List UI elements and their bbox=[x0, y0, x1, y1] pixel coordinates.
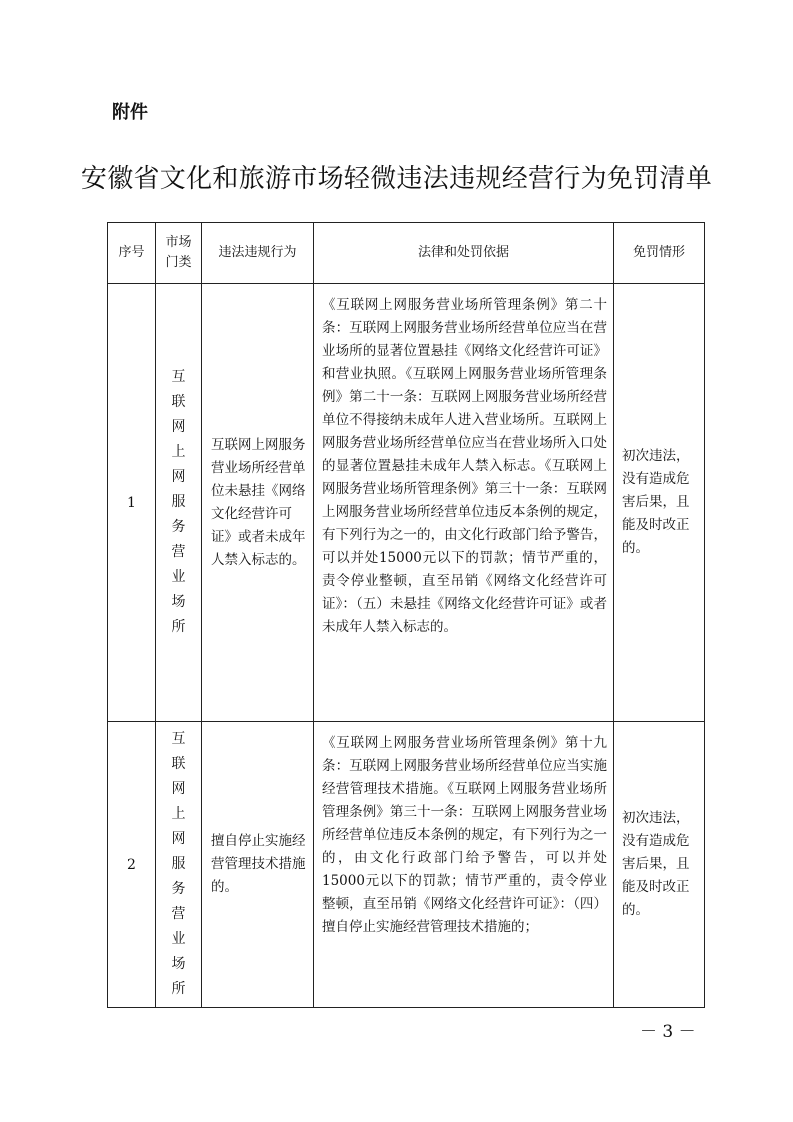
exemption-condition: 初次违法，没有造成危害后果，且能及时改正的。 bbox=[614, 722, 705, 1008]
table-header-row bbox=[108, 223, 705, 284]
row-number: 1 bbox=[108, 284, 156, 722]
header-basis: 法律和处罚依据 bbox=[314, 223, 614, 284]
exemption-condition: 初次违法，没有造成危害后果，且能及时改正的。 bbox=[614, 284, 705, 722]
legal-basis: 《互联网上网服务营业场所管理条例》第二十条：互联网上网服务营业场所经营单位应当在营业场所的显著位置悬挂《网络文化经营许可证》和营业执照。《互联网上网服务营业场所管理条例》第二十一条：互联网上网服务营业场所经营单位不得接纳未成年人进入营业场所。互联网上网服务营业场所经营单位应当在营业场所入口处的显著位置悬挂未成年人禁入标志。《互联网上网服务营业场所管理条例》第三十一条：互联网上网服务营业场所经营单位违反本条例的规定，有下列行为之一的，由文化行政部门给予警告，可以并处15000元以下的罚款；情节严重的，责令停业整顿，直至吊销《网络文化经营许可证》：（五）未悬挂《网络文化经营许可证》或者未成年人禁入标志的。 bbox=[314, 284, 614, 722]
table-row bbox=[108, 284, 705, 722]
violation-behavior: 互联网上网服务营业场所经营单位未悬挂《网络文化经营许可证》或者未成年人禁入标志的。 bbox=[202, 284, 314, 722]
violation-behavior: 擅自停止实施经营管理技术措施的。 bbox=[202, 722, 314, 1008]
header-category: 市场门类 bbox=[156, 223, 202, 284]
header-behavior: 违法违规行为 bbox=[202, 223, 314, 284]
page-number: － 3 － bbox=[640, 1022, 696, 1042]
document-title: 安徽省文化和旅游市场轻微违法违规经营行为免罚清单 bbox=[80, 164, 713, 194]
header-exemption: 免罚情形 bbox=[614, 223, 705, 284]
exemption-table bbox=[107, 222, 705, 1008]
market-category: 互联网上网服务营业场所 bbox=[156, 722, 202, 1008]
row-number: 2 bbox=[108, 722, 156, 1008]
attachment-label: 附件 bbox=[112, 102, 148, 123]
header-no: 序号 bbox=[108, 223, 156, 284]
table-row bbox=[108, 722, 705, 1008]
market-category: 互联网上网服务营业场所 bbox=[156, 284, 202, 722]
legal-basis: 《互联网上网服务营业场所管理条例》第十九条：互联网上网服务营业场所经营单位应当实施经营管理技术措施。《互联网上网服务营业场所管理条例》第三十一条：互联网上网服务营业场所经营单位违反本条例的规定，有下列行为之一的，由文化行政部门给予警告，可以并处15000元以下的罚款；情节严重的，责令停业整顿，直至吊销《网络文化经营许可证》：（四）擅自停止实施经营管理技术措施的； bbox=[314, 722, 614, 1008]
